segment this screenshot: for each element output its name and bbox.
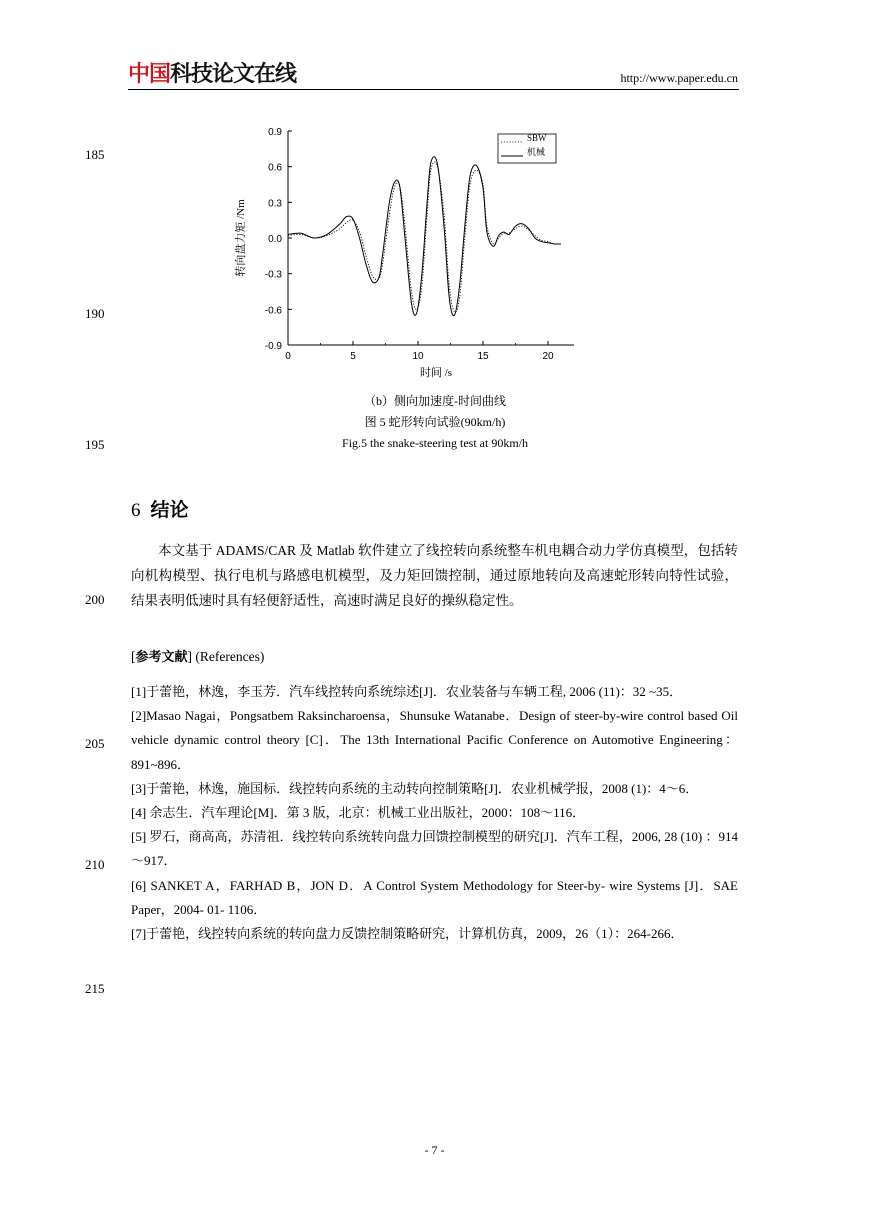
- chart-container: [218, 118, 588, 388]
- page-number: - 7 -: [424, 1143, 445, 1157]
- reference-item: [7]于蕾艳，线控转向系统的转向盘力反馈控制策略研究，计算机仿真，2009，26（1）：264-266．: [131, 926, 684, 942]
- line-number-215: 215: [85, 981, 105, 996]
- legend-mech-label: 机械: [527, 147, 546, 157]
- reference-item: [3]于蕾艳，林逸，施国标．线控转向系统的主动转向控制策略[J]．农业机械学报，2008 (1)：4～6．: [131, 780, 699, 796]
- logo-black-text: 科技论文在线: [170, 62, 297, 87]
- y-tick-label: 0.3: [268, 198, 282, 210]
- line-number-195: 195: [85, 437, 105, 452]
- reference-item: [6] SANKET A，FARHAD B，JON D．A Control System Methodology for Steer-by- wire Systems [J]．SAE Paper，2004- 01- 1106．: [131, 877, 738, 917]
- conclusion-body: [131, 538, 738, 613]
- y-tick-label: -0.6: [264, 305, 282, 317]
- line-number-205: 205: [85, 736, 105, 751]
- references-heading-en: (References): [195, 649, 265, 664]
- x-tick-label: 20: [542, 351, 554, 362]
- chart-svg: [218, 118, 588, 388]
- line-number-210: 210: [85, 857, 105, 872]
- references-heading-bold: 参考文献: [135, 650, 188, 665]
- figure-caption-zh: 图 5 蛇形转向试验(90km/h): [364, 415, 506, 429]
- y-axis-label: 转向盘力矩 /Nm: [235, 199, 247, 277]
- section-number: 6: [131, 500, 141, 521]
- y-tick-label: 0.6: [268, 162, 282, 174]
- figure-subcaption: （b）侧向加速度-时间曲线: [364, 394, 506, 408]
- x-tick-label: 0: [285, 351, 291, 362]
- line-number-190: 190: [85, 306, 105, 321]
- y-tick-label: -0.9: [264, 341, 282, 352]
- x-tick-label: 5: [350, 351, 356, 362]
- line-number-200: 200: [85, 592, 105, 607]
- header-url[interactable]: http://www.paper.edu.cn: [620, 71, 738, 85]
- section-heading: [131, 498, 189, 523]
- journal-logo: [128, 61, 296, 89]
- logo-red-text: 中国: [128, 62, 171, 87]
- reference-list: [131, 680, 738, 946]
- series-line-mechanical: [288, 157, 561, 316]
- section-title: 结论: [150, 499, 189, 521]
- x-axis-label: 时间 /s: [419, 367, 453, 379]
- figure-caption-en: Fig.5 the snake-steering test at 90km/h: [342, 436, 528, 450]
- line-number-185: 185: [85, 147, 105, 162]
- reference-item: [5] 罗石，商高高，苏清祖．线控转向系统转向盘力回馈控制模型的研究[J]．汽车工程，2006, 28 (10) ：914～917．: [131, 829, 738, 869]
- y-tick-label: -0.3: [264, 269, 282, 281]
- x-tick-label: 15: [477, 351, 489, 362]
- x-tick-label: 10: [412, 351, 424, 362]
- conclusion-paragraph: 本文基于 ADAMS/CAR 及 Matlab 软件建立了线控转向系统整车机电耦合动力学仿真模型，包括转向机构模型、执行电机与路感电机模型，及力矩回馈控制，通过原地转向及高速蛇形转向特性试验，结果表明低速时具有轻便舒适性，高速时满足良好的操纵稳定性。: [131, 543, 738, 608]
- y-tick-label: 0.0: [268, 234, 282, 245]
- reference-item: [2]Masao Nagai，Pongsatbem Raksincharoensa，Shunsuke Watanabe．Design of steer-by-wire control based Oil vehicle dynamic control theory [C]．The 13th International Pacific Conference on Automotive Engineering：891~896．: [131, 708, 738, 772]
- reference-item: [4] 余志生．汽车理论[M]．第 3 版，北京：机械工业出版社，2000：108～116．: [131, 805, 586, 821]
- header-rule: [128, 89, 739, 90]
- references-heading: [参考文献] (References): [131, 649, 265, 665]
- y-tick-label: 0.9: [268, 127, 282, 138]
- legend: [498, 133, 556, 163]
- legend-sbw-label: SBW: [527, 133, 547, 143]
- reference-item: [1]于蕾艳，林逸，李玉芳．汽车线控转向系统综述[J]．农业装备与车辆工程, 2006 (11)：32 ~35．: [131, 684, 683, 699]
